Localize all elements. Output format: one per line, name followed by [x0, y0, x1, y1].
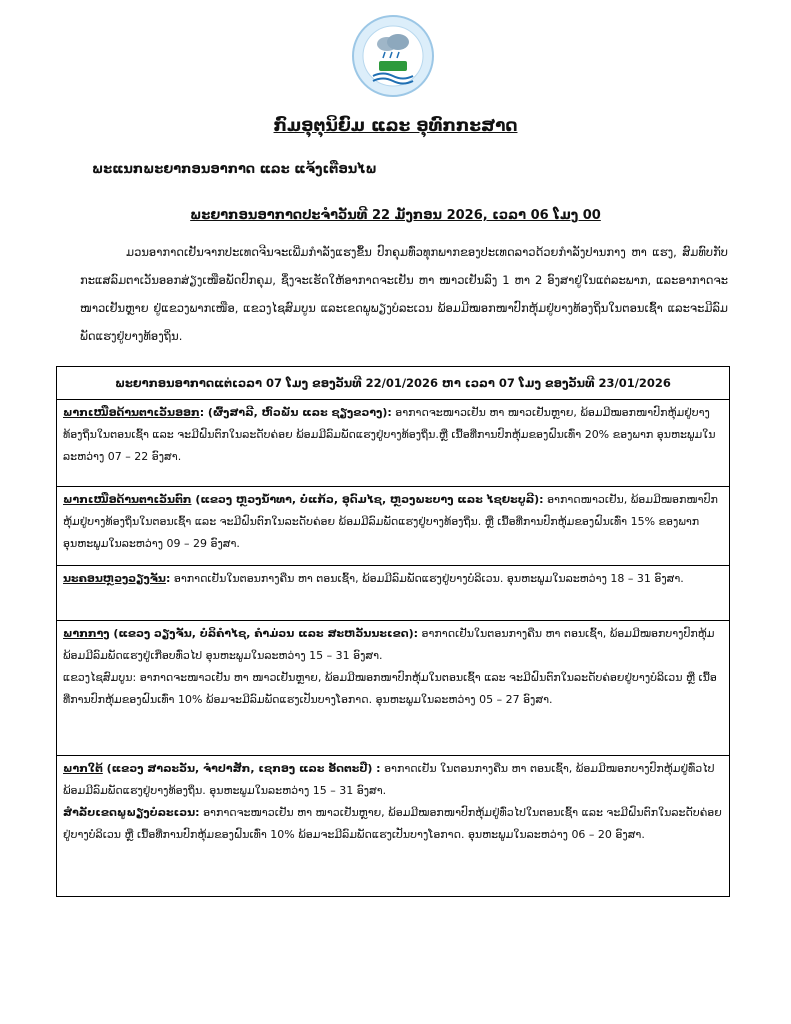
- region-text: ອາກາດຈະໜາວເຢັນ ຫາ ໜາວເຢັນຫຼາຍ, ພ້ອມມີໝອກໜາປົກຫຸ້ມຢູ່ບາງທ້ອງຖິ່ນໃນຕອນເຊົ້າ ແລະ ຈະມີຝົນຕົກໃນລະດັບຄ່ອຍ ພ້ອມມີລົມພັດແຮງຢູ່ບາງທ້ອງຖິ່ນ.ຫຼື ເນື້ອທີ່ການປົກຫຸ້ມຂອງຝົນເທົ່າ 20% ຂອງພາກ ອຸນຫະພູມໃນລະຫວ່າງ 07 – 22 ອົງສາ.: [63, 406, 716, 463]
- region-northeast: [57, 400, 729, 487]
- region-provinces: (ແຂວງ ສາລະວັນ, ຈຳປາສັກ, ເຊກອງ ແລະ ອັດຕະປື) :: [102, 762, 381, 775]
- region-label: ນະຄອນຫຼວງວຽງຈັນ: [63, 572, 166, 585]
- region-south: [57, 756, 729, 896]
- region-text: ອາກາດເຢັນໃນຕອນກາງຄືນ ຫາ ຕອນເຊົ້າ, ພ້ອມມີໝອກບາງປົກຫຸ້ມ ພ້ອມມີລົມພັດແຮງຢູ່ເກືອບທົ່ວໄປ ອຸນຫະພູມໃນລະຫວ່າງ 15 – 31 ອົງສາ.: [63, 627, 715, 662]
- region-central: [57, 621, 729, 756]
- region-provinces: :: [165, 572, 171, 585]
- department-title: ກົມອຸຕຸນິຍົມ ແລະ ອຸທົກກະສາດ: [273, 116, 518, 136]
- division-title: ພະແນກພະຍາກອນອາກາດ ແລະ ແຈ້ງເຕືອນໄພ: [92, 162, 377, 177]
- subregion-text: ອາກາດຈະໜາວເຢັນ ຫາ ໜາວເຢັນຫຼາຍ, ພ້ອມມີໝອກໜາປົກຫຸ້ມຢູ່ທົ່ວໄປໃນຕອນເຊົ້າ ແລະ ຈະມີຝົນຕົກໃນລະດັບຄ່ອຍຢູ່ບາງບໍລິເວນ ຫຼື ເນື້ອທີ່ການປົກຫຸ້ມຂອງຝົນເທົ່າ 10% ພ້ອມຈະມີລົມພັດແຮງເປັນບາງໂອກາດ. ອຸນຫະພູມໃນລະຫວ່າງ 06 – 20 ອົງສາ.: [63, 806, 722, 841]
- region-label: ພາກໃຕ້: [63, 762, 103, 775]
- region-vientiane-capital: [57, 566, 729, 621]
- forecast-title: ພະຍາກອນອາກາດປະຈຳວັນທີ 22 ມັງກອນ 2026, ເວລາ 06 ໂມງ 00: [190, 208, 601, 223]
- region-provinces: : (ຜົ້ງສາລີ, ຫົວພັນ ແລະ ຊຽງຂວາງ):: [199, 406, 392, 419]
- region-label: ພາກເໜືອດ້ານຕາເວັນຕົກ: [63, 493, 192, 506]
- region-text: ອາກາດໜາວເຢັນ, ພ້ອມມີໝອກໜາປົກຫຸ້ມຢູ່ບາງທ້ອງຖິ່ນໃນຕອນເຊົ້າ ແລະ ຈະມີຝົນຕົກໃນລະດັບຄ່ອຍ ພ້ອມມີລົມພັດແຮງຢູ່ບາງທ້ອງຖິ່ນ. ຫຼື ເນື້ອທີ່ການປົກຫຸ້ມຂອງຝົນເທົ່າ 15% ຂອງພາກ ອຸນຫະພູມໃນລະຫວ່າງ 09 – 29 ອົງສາ.: [63, 493, 718, 550]
- region-label: ພາກເໜືອດ້ານຕາເວັນອອກ: [63, 406, 200, 419]
- subregion-text: ອາກາດຈະໜາວເຢັນ ຫາ ໜາວເຢັນຫຼາຍ, ພ້ອມມີໝອກໜາປົກຫຸ້ມໃນຕອນເຊົ້າ ແລະ ຈະມີຝົນຕົກໃນລະດັບຄ່ອຍຢູ່ບາງບໍລິເວນ ຫຼື ເນື້ອທີ່ການປົກຫຸ້ມຂອງຝົນເທົ່າ 10% ພ້ອມຈະມີລົມພັດແຮງເປັນບາງໂອກາດ. ອຸນຫະພູມໃນລະຫວ່າງ 05 – 27 ອົງສາ.: [63, 671, 717, 706]
- subregion-label: ແຂວງໄຊສົມບູນ:: [63, 671, 137, 684]
- region-text: ອາກາດເຢັນໃນຕອນກາງຄືນ ຫາ ຕອນເຊົ້າ, ພ້ອມມີລົມພັດແຮງຢູ່ບາງບໍລິເວນ. ອຸນຫະພູມໃນລະຫວ່າງ 18 – 31 ອົງສາ.: [170, 572, 684, 585]
- region-text: ອາກາດເຢັນ ໃນຕອນກາງຄືນ ຫາ ຕອນເຊົ້າ, ພ້ອມມີໝອກບາງປົກຫຸ້ມຢູ່ທົ່ວໄປ ພ້ອມມີລົມພັດແຮງຢູ່ບາງທ້ອງຖິ່ນ. ອຸນຫະພູມໃນລະຫວ່າງ 15 – 31 ອົງສາ.: [63, 762, 715, 797]
- forecast-table: [56, 366, 730, 897]
- region-northwest: [57, 487, 729, 566]
- intro-paragraph: ມວນອາກາດເຢັນຈາກປະເທດຈີນຈະເພີ່ມກຳລັງແຮງຂຶ້ນ ປົກຄຸມທົ່ວທຸກພາກຂອງປະເທດລາວດ້ວຍກຳລັງປານກາງ ຫາ ແຮງ, ສົມທົບກັບກະແສລົມຕາເວັນອອກສ່ຽງເໜືອພັດປົກຄຸມ, ຊຶ່ງຈະເຮັດໃຫ້ອາກາດຈະເຢັນ ຫາ ໜາວເຢັນລົງ 1 ຫາ 2 ອົງສາຢູ່ໃນແຕ່ລະພາກ, ແລະອາກາດຈະໜາວເຢັນຫຼາຍ ຢູ່ແຂວງພາກເໜືອ, ແຂວງໄຊສົມບູນ ແລະເຂດພູພຽງບໍລະເວນ ພ້ອມມີໝອກໜາປົກຫຸ້ມຢູ່ບາງທ້ອງຖິ່ນໃນຕອນເຊົ້າ ແລະຈະມີລົມພັດແຮງຢູ່ບາງທ້ອງຖິ່ນ.: [80, 245, 728, 343]
- region-provinces: (ແຂວງ ວຽງຈັນ, ບໍລິຄຳໄຊ, ຄຳມ່ວນ ແລະ ສະຫວັນນະເຂດ):: [109, 627, 419, 640]
- subregion-label: ສຳລັບເຂດພູພຽງບໍລະເວນ:: [63, 806, 200, 819]
- table-heading: ພະຍາກອນອາກາດແຕ່ເວລາ 07 ໂມງ ຂອງວັນທີ 22/01/2026 ຫາ ເວລາ 07 ໂມງ ຂອງວັນທີ 23/01/2026: [57, 367, 729, 400]
- department-logo-icon: [351, 14, 435, 98]
- region-label: ພາກກາງ: [63, 627, 110, 640]
- region-provinces: (ແຂວງ ຫຼວງນ້ຳທາ, ບໍ່ແກ້ວ, ອຸດົມໄຊ, ຫຼວງພະບາງ ແລະ ໄຊຍະບູລີ):: [191, 493, 544, 506]
